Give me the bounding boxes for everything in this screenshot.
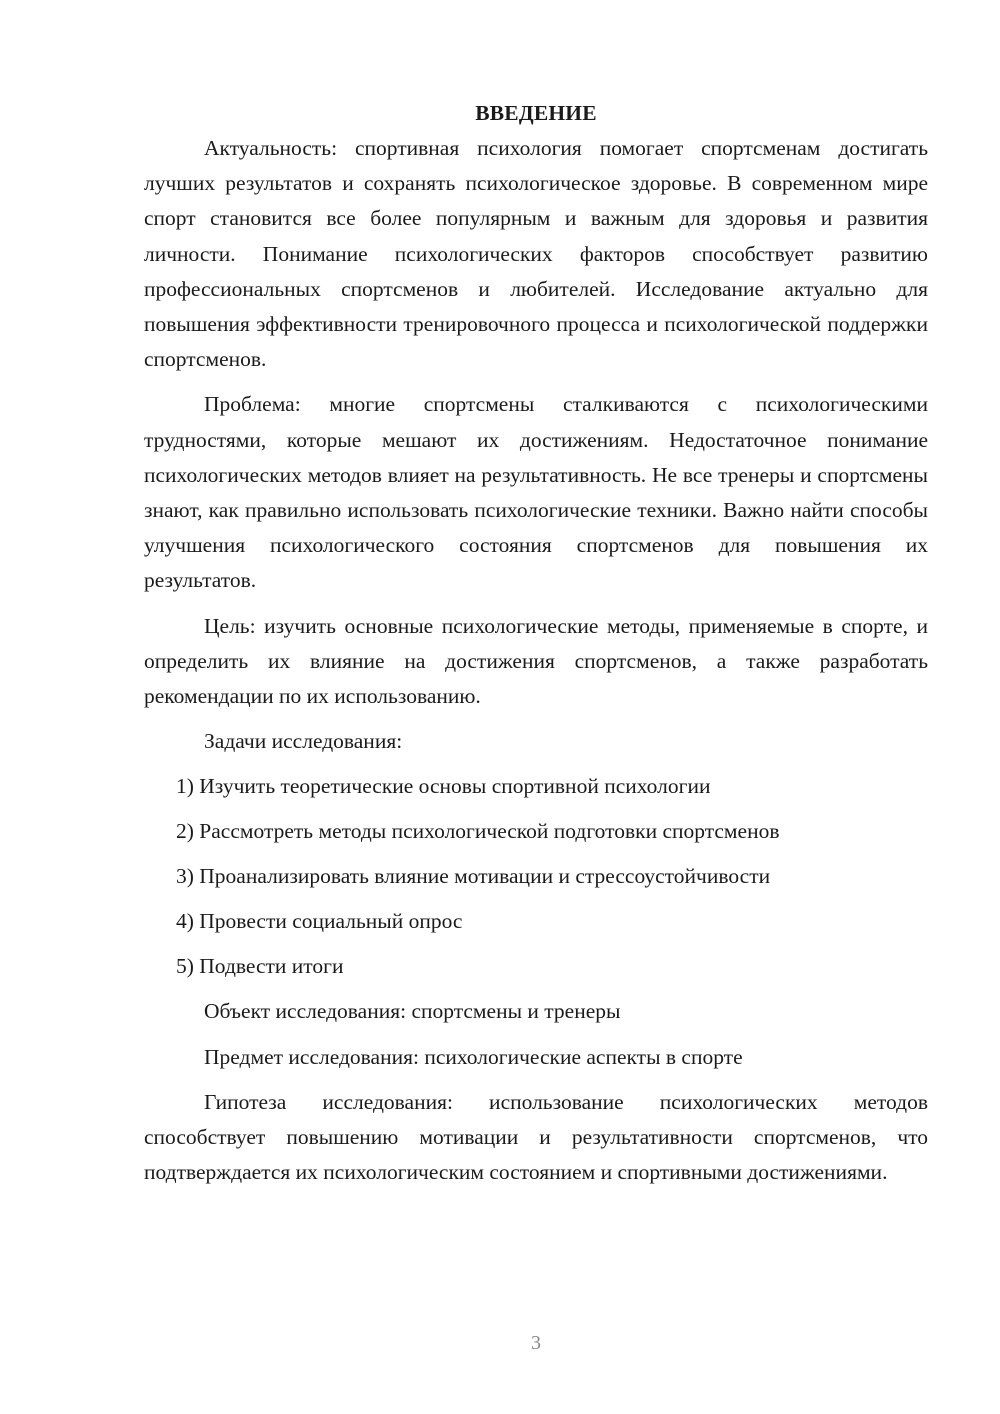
paragraph-hypothesis: Гипотеза исследования: использование психологических методов способствует повышению мотивации и результативности спортсменов, что подтверждается их психологическим состоянием и спортивными достижениями. <box>144 1089 928 1185</box>
tasks-title: Задачи исследования: <box>204 729 403 754</box>
section-heading: ВВЕДЕНИЕ <box>475 101 597 125</box>
task-item-5: 5) Подвести итоги <box>176 954 344 979</box>
task-item-3: 3) Проанализировать влияние мотивации и стрессоустойчивости <box>176 864 771 889</box>
task-item-1: 1) Изучить теоретические основы спортивной психологии <box>176 774 711 799</box>
paragraph-relevance: Актуальность: спортивная психология помогает спортсменам достигать лучших результатов и сохранять психологическое здоровье. В современном мире спорт становится все более популярным и важным для здоровья и развития личности. Понимание психологических факторов способствует развитию профессиональных спортсменов и любителей. Исследование актуально для повышения эффективности тренировочного процесса и психологической поддержки спортсменов. <box>144 136 928 372</box>
paragraph-goal: Цель: изучить основные психологические методы, применяемые в спорте, и определить их влияние на достижения спортсменов, а также разработать рекомендации по их использованию. <box>144 613 928 709</box>
research-subject: Предмет исследования: психологические аспекты в спорте <box>204 1044 743 1069</box>
task-item-2: 2) Рассмотреть методы психологической подготовки спортсменов <box>176 819 780 844</box>
page-number: 3 <box>531 1332 541 1354</box>
page-content <box>144 96 928 1190</box>
paragraph-problem: Проблема: многие спортсмены сталкиваются с психологическими трудностями, которые мешают их достижениям. Недостаточное понимание психологических методов влияет на результативность. Не все тренеры и спортсмены знают, как правильно использовать психологические техники. Важно найти способы улучшения психологического состояния спортсменов для повышения их результатов. <box>144 392 928 593</box>
task-item-4: 4) Провести социальный опрос <box>176 909 463 934</box>
research-object: Объект исследования: спортсмены и тренеры <box>204 999 621 1024</box>
